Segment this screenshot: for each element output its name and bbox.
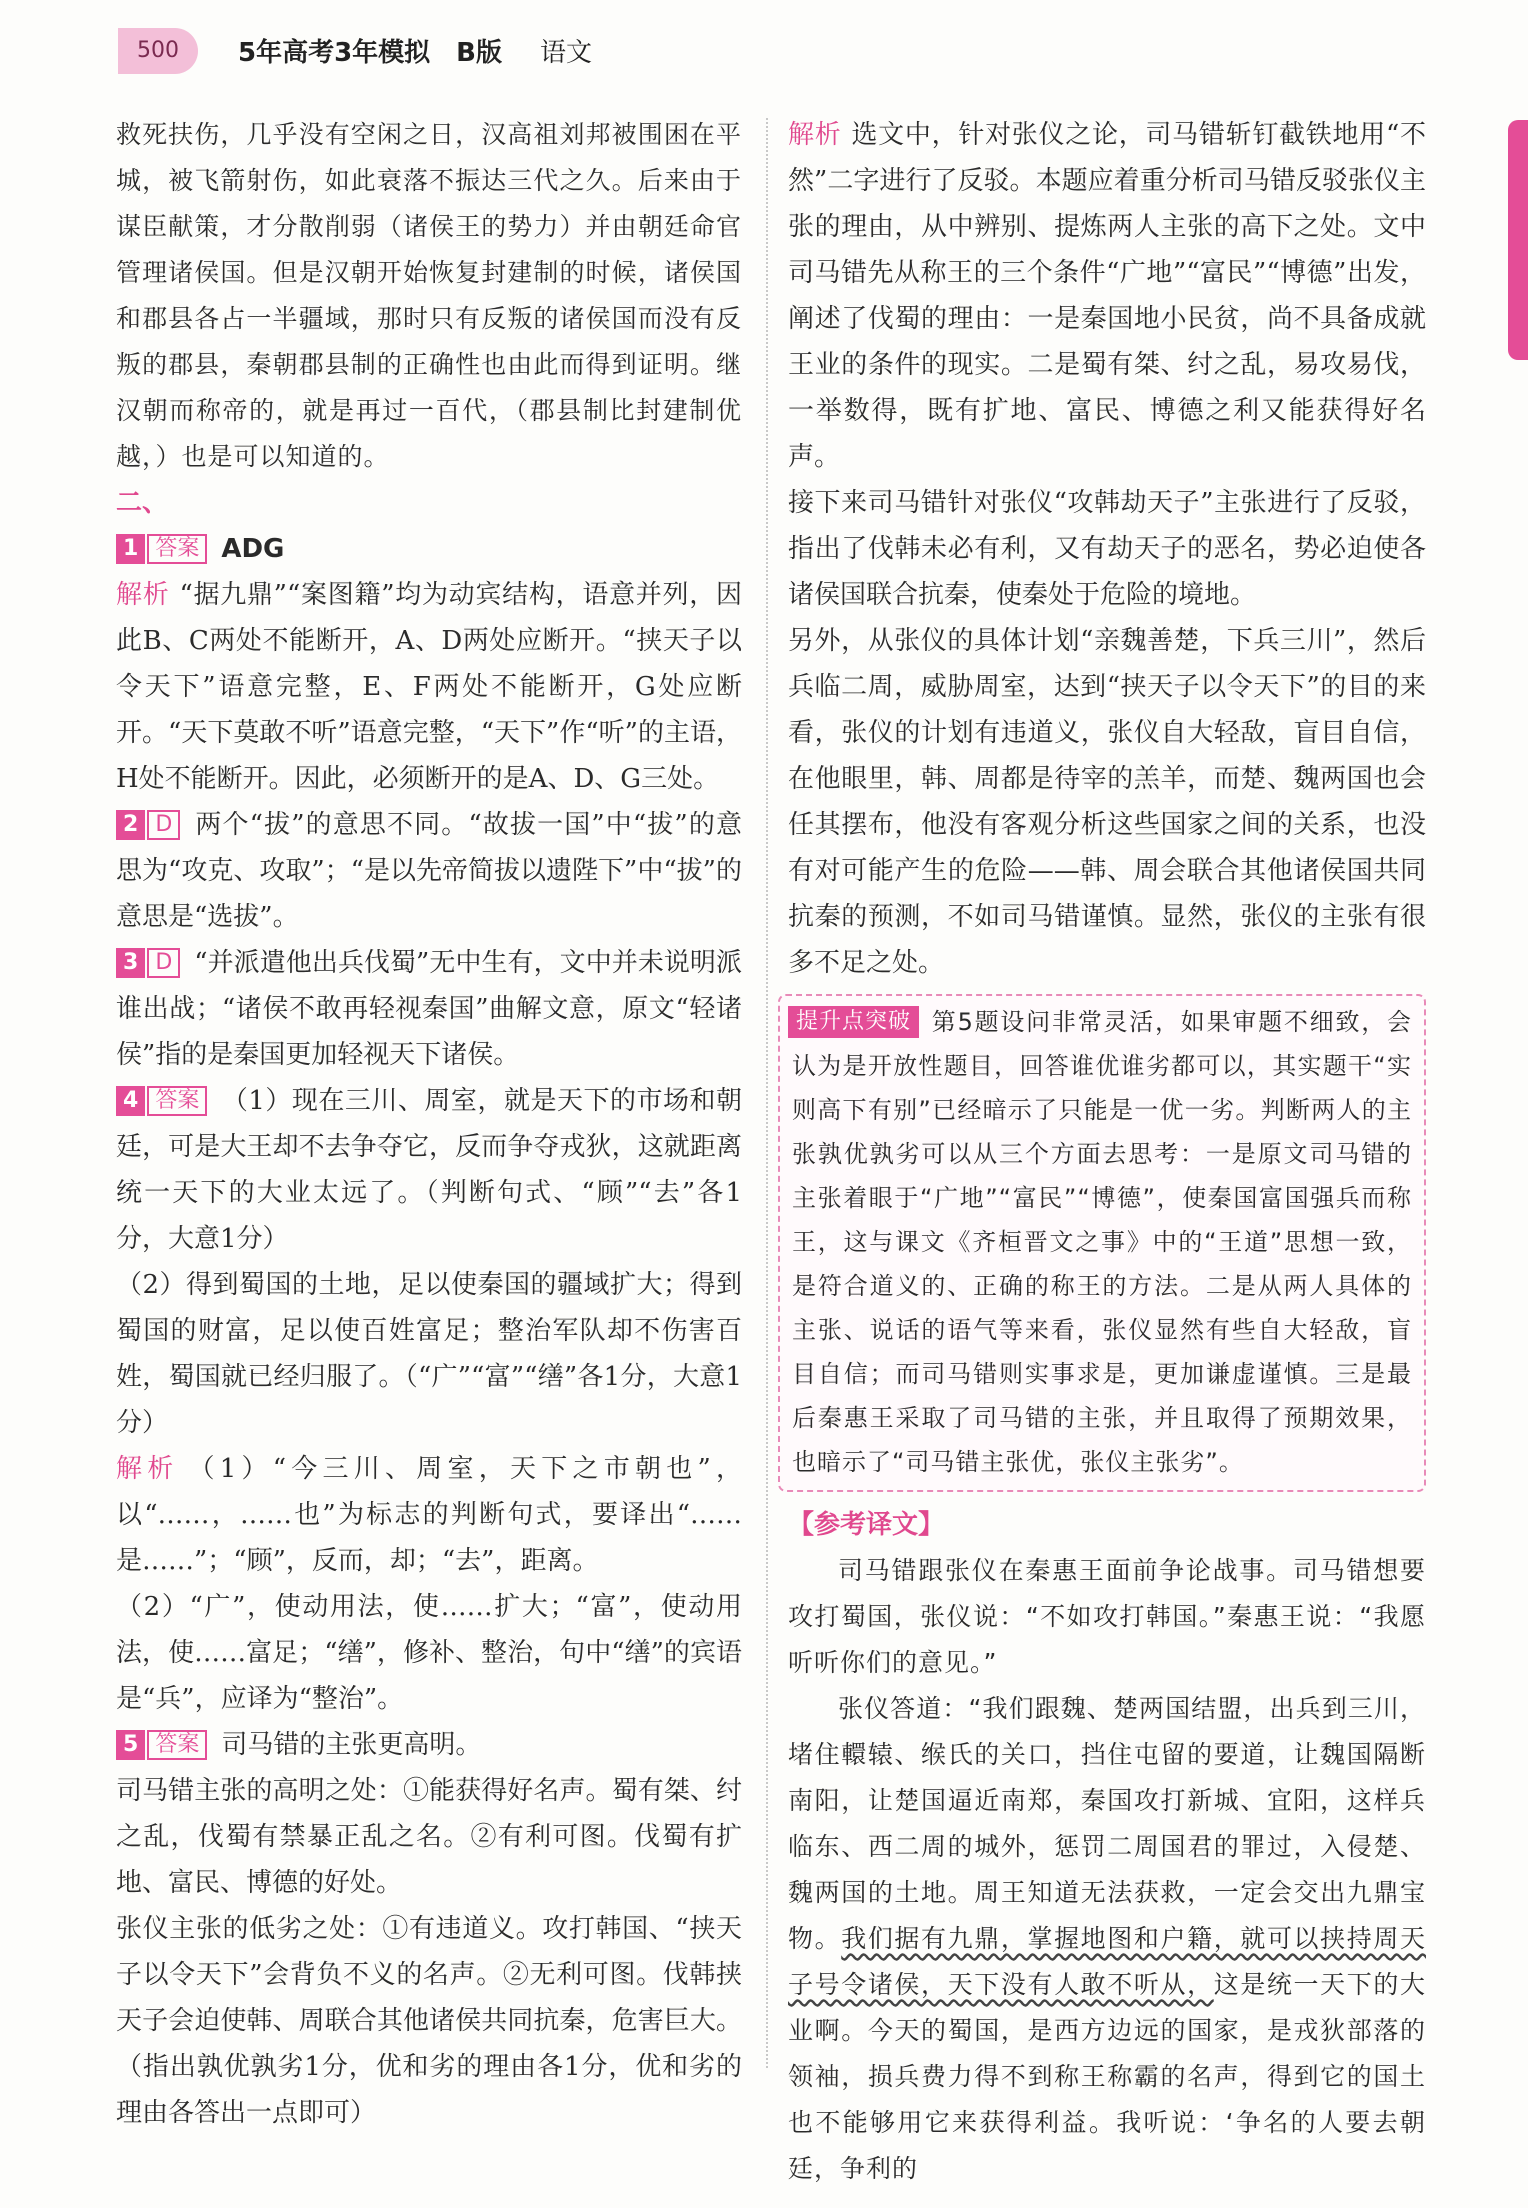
q1-analysis-text: “据九鼎”“案图籍”均为动宾结构，语意并列，因此B、C两处不能断开，A、D两处应断开。“挟天子以令天下”语意完整，E、F两处不能断开，G处应断开。“天下莫敢不听”语意完整，“天下”作“听”的主语，H处不能断开。因此，必须断开的是A、D、G三处。	[116, 580, 742, 794]
q5-analysis-1	[788, 112, 1426, 480]
q3-answer-value: D	[147, 948, 180, 978]
q3-number: 3	[116, 948, 145, 978]
page-header	[0, 0, 1528, 100]
book-title: 5年高考3年模拟 B版	[238, 38, 502, 68]
translation-para-2a: 张仪答道：“我们跟魏、楚两国结盟，出兵到三川，堵住轘辕、缑氏的关口，挡住屯留的要道，让魏国隔断南阳，让楚国逼近南郑，秦国攻打新城、宜阳，这样兵临东、西二周的城外，惩罚二周国君的罪过，入侵楚、魏两国的土地。周王知道无法获救，一定会交出九鼎宝物。	[788, 1694, 1426, 1953]
q1-analysis	[116, 572, 742, 802]
q5-analysis-2: 接下来司马错针对张仪“攻韩劫天子”主张进行了反驳，指出了伐韩未必有利，又有劫天子的恶名，势必迫使各诸侯国联合抗秦，使秦处于危险的境地。	[788, 488, 1426, 610]
q5-answer-text: 司马错的主张更高明。	[221, 1730, 482, 1760]
q4-answer-tag: 答案	[147, 1086, 207, 1116]
subject-label: 语文	[540, 38, 593, 68]
q4-answer-1-text: （1）现在三川、周室，就是天下的市场和朝廷，可是大王却不去争夺它，反而争夺戎狄，这就距离统一天下的大业太远了。（判断句式、“顾”“去”各1分，大意1分）	[116, 1086, 742, 1254]
q4-analysis-2: （2）“广”，使动用法，使……扩大；“富”，使动用法，使……富足；“缮”，修补、整治，句中“缮”的宾语是“兵”，应译为“整治”。	[116, 1592, 742, 1714]
q1-number: 1	[116, 534, 145, 564]
q2-text: 两个“拔”的意思不同。“故拔一国”中“拔”的意思为“攻克、攻取”；“是以先帝简拔以遗陛下”中“拔”的意思是“选拔”。	[116, 810, 742, 932]
left-column	[116, 112, 742, 2136]
q2-answer	[116, 802, 742, 940]
q5-answer-tag: 答案	[147, 1730, 207, 1760]
tip-body: 第5题设问非常灵活，如果审题不细致，会认为是开放性题目，回答谁优谁劣都可以，其实题干“实则高下有别”已经暗示了只能是一优一劣。判断两人的主张孰优孰劣可以从三个方面去思考：一是原文司马错的主张着眼于“广地”“富民”“博德”，使秦国富国强兵而称王，这与课文《齐桓晋文之事》中的“王道”思想一致，是符合道义的、正确的称王的方法。二是从两人具体的主张、说话的语气等来看，张仪显然有些自大轻敌，盲目自信；而司马错则实事求是，更加谦虚谨慎。三是最后秦惠王采取了司马错的主张，并且取得了预期效果，也暗示了“司马错主张优，张仪主张劣”。	[792, 1008, 1412, 1476]
q4-answer-1	[116, 1078, 742, 1262]
tip-label: 提升点突破	[788, 1006, 919, 1038]
translation-para-2b: 这是统一天下的大业啊。今天的蜀国，是西方边远的国家，是戎狄部落的领袖，损兵费力得不到称王称霸的名声，得到它的国土也不能够用它来获得利益。我听说：‘争名的人要去朝廷，争利的	[788, 1970, 1426, 2183]
q2-answer-value: D	[147, 810, 180, 840]
translation-wavy-underline: 我们据有九鼎，掌握地图和户籍，就可以挟持周天子号令诸侯，天下没有人敢不听从，	[788, 1924, 1426, 1999]
edge-thumb-tab	[1508, 120, 1528, 360]
tip-text	[792, 1000, 1412, 1484]
q5-answer	[116, 1722, 742, 1768]
q1-answer-tag: 答案	[147, 534, 207, 564]
q3-text: “并派遣他出兵伐蜀”无中生有，文中并未说明派谁出战；“诸侯不敢再轻视秦国”曲解文意，原文“轻诸侯”指的是秦国更加轻视天下诸侯。	[116, 948, 742, 1070]
section-heading-2: 二、	[116, 488, 169, 518]
q4-analysis-1-text: （1）“今三川、周室，天下之市朝也”，以“……，……也”为标志的判断句式，要译出“……是……”；“顾”，反而，却；“去”，距离。	[116, 1454, 742, 1576]
q5-analysis-label: 解析	[788, 120, 842, 150]
right-column	[788, 112, 1426, 2192]
q4-analysis-1	[116, 1446, 742, 1584]
column-divider	[766, 118, 768, 2068]
q5-number: 5	[116, 1730, 145, 1760]
q4-answer-2: （2）得到蜀国的土地，足以使秦国的疆域扩大；得到蜀国的财富，足以使百姓富足；整治军队却不伤害百姓，蜀国就已经归服了。（“广”“富”“缮”各1分，大意1分）	[116, 1270, 742, 1438]
q1-analysis-label: 解析	[116, 580, 170, 610]
reference-translation-title: 【参考译文】	[788, 1510, 945, 1540]
q5-analysis-1-text: 选文中，针对张仪之论，司马错斩钉截铁地用“不然”二字进行了反驳。本题应着重分析司马错反驳张仪主张的理由，从中辨别、提炼两人主张的高下之处。文中司马错先从称王的三个条件“广地”“富民”“博德”出发，阐述了伐蜀的理由：一是秦国地小民贫，尚不具备成就王业的条件的现实。二是蜀有桀、纣之乱，易攻易伐，一举数得，既有扩地、富民、博德之利又能获得好名声。	[788, 120, 1426, 472]
q5-para-1: 司马错主张的高明之处：①能获得好名声。蜀有桀、纣之乱，伐蜀有禁暴正乱之名。②有利可图。伐蜀有扩地、富民、博德的好处。	[116, 1776, 742, 1898]
q2-number: 2	[116, 810, 145, 840]
q4-number: 4	[116, 1086, 145, 1116]
translation-continued: 救死扶伤，几乎没有空闲之日，汉高祖刘邦被围困在平城，被飞箭射伤，如此衰落不振达三代之久。后来由于谋臣献策，才分散削弱（诸侯王的势力）并由朝廷命官管理诸侯国。但是汉朝开始恢复封建制的时候，诸侯国和郡县各占一半疆域，那时只有反叛的诸侯国而没有反叛的郡县，秦朝郡县制的正确性也由此而得到证明。继汉朝而称帝的，就是再过一百代，（郡县制比封建制优越，）也是可以知道的。	[116, 120, 742, 471]
q3-answer	[116, 940, 742, 1078]
page-number: 500	[118, 28, 198, 74]
q5-analysis-3: 另外，从张仪的具体计划“亲魏善楚，下兵三川”，然后兵临二周，威胁周室，达到“挟天子以令天下”的目的来看，张仪的计划有违道义，张仪自大轻敌，盲目自信，在他眼里，韩、周都是待宰的羔羊，而楚、魏两国也会任其摆布，他没有客观分析这些国家之间的关系，也没有对可能产生的危险——韩、周会联合其他诸侯国共同抗秦的预测，不如司马错谨慎。显然，张仪的主张有很多不足之处。	[788, 626, 1426, 978]
q5-para-2: 张仪主张的低劣之处：①有违道义。攻打韩国、“挟天子以令天下”会背负不义的名声。②无利可图。伐韩挟天子会迫使韩、周联合其他诸侯共同抗秦，危害巨大。（指出孰优孰劣1分，优和劣的理由各1分，优和劣的理由各答出一点即可）	[116, 1914, 742, 2128]
translation-para-2	[788, 1686, 1426, 2192]
q1-answer-value: ADG	[221, 534, 285, 564]
q1-answer	[116, 526, 742, 572]
tip-box	[778, 994, 1426, 1492]
translation-para-1: 司马错跟张仪在秦惠王面前争论战事。司马错想要攻打蜀国，张仪说：“不如攻打韩国。”秦惠王说：“我愿听听你们的意见。”	[788, 1556, 1426, 1677]
q4-analysis-label: 解析	[116, 1454, 179, 1484]
